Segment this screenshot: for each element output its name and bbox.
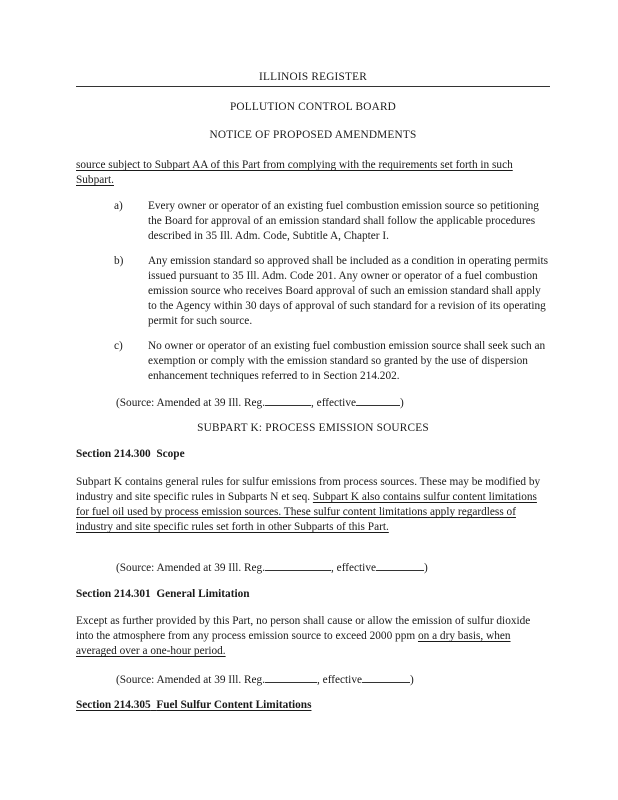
- list-item-label: c): [114, 340, 123, 352]
- blank-field: [265, 559, 331, 571]
- list-item-label: a): [114, 200, 123, 212]
- subpart-heading: SUBPART K: PROCESS EMISSION SOURCES: [197, 422, 429, 434]
- section-214-301-body: Except as further provided by this Part, no person shall cause or allow the emission of sulfur dioxide into the atmosphere from any process emission source to exceed 2000 ppm on a dry basis, when averaged over a one-hour period.: [76, 615, 531, 657]
- list-item-text: Any emission standard so approved shall be included as a condition in operating permits issued pursuant to 35 Ill. Adm. Code 201. Any owner or operator of a fuel combustion emission source who receives Board approval of such an emission standard shall apply to the Agency within 30 days of approval of such standard for a revision of its operating permit for such source.: [148, 255, 549, 327]
- blank-field: [376, 559, 424, 571]
- section-heading-214-300: Section 214.300 Scope: [76, 448, 185, 460]
- header-divider: [76, 86, 550, 87]
- register-title: ILLINOIS REGISTER: [259, 71, 367, 83]
- section-heading-214-305: Section 214.305 Fuel Sulfur Content Limitations: [76, 699, 312, 711]
- blank-field: [356, 394, 400, 406]
- blank-field: [265, 671, 317, 683]
- source-note-2: (Source: Amended at 39 Ill. Reg. , effective ): [116, 559, 536, 576]
- section-heading-214-301: Section 214.301 General Limitation: [76, 588, 250, 600]
- section-214-300-body: Subpart K contains general rules for sulfur emissions from process sources. These may be modified by industry and site specific rules in Subparts N et seq. Subpart K also contains sulfur content limitations for fuel oil used by process emission sources. These sulfur content limitations apply regardless of industry and site specific rules set forth in other Subparts of this Part.: [76, 476, 541, 533]
- blank-field: [362, 671, 410, 683]
- list-item-text: Every owner or operator of an existing fuel combustion emission source so petitioning the Board for approval of an emission standard shall follow the applicable procedures described in 35 Ill. Adm. Code, Subtitle A, Chapter I.: [148, 200, 539, 242]
- source-note-1: (Source: Amended at 39 Ill. Reg. , effective ): [116, 394, 536, 411]
- continuation-paragraph: source subject to Subpart AA of this Part from complying with the requirements set forth in such Subpart.: [76, 159, 513, 186]
- source-note-3: (Source: Amended at 39 Ill. Reg. , effective ): [116, 671, 536, 688]
- notice-title: NOTICE OF PROPOSED AMENDMENTS: [209, 129, 417, 141]
- list-item-label: b): [114, 255, 124, 267]
- list-item-text: No owner or operator of an existing fuel combustion emission source shall seek such an exemption or comply with the emission standard so granted by the use of dispersion enhancement techniques referred to in Section 214.202.: [148, 340, 546, 382]
- board-title: POLLUTION CONTROL BOARD: [229, 101, 397, 113]
- blank-field: [265, 394, 311, 406]
